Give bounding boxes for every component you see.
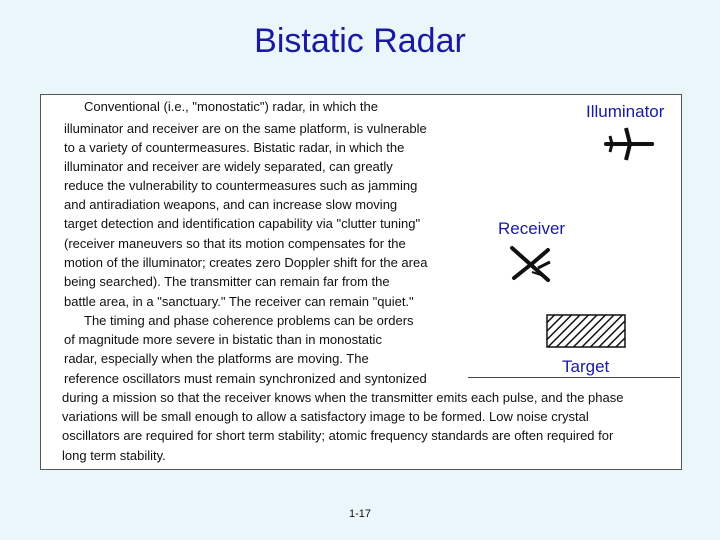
body-line: motion of the illuminator; creates zero Doppler shift for the area — [64, 255, 428, 270]
receiver-label: Receiver — [498, 219, 566, 238]
body-line: target detection and identification capability via "clutter tuning" — [64, 216, 421, 231]
body-line: and antiradiation weapons, and can increase slow moving — [64, 197, 398, 212]
body-line: battle area, in a "sanctuary." The receiver can remain "quiet." — [64, 294, 414, 309]
body-line: The timing and phase coherence problems can be orders — [84, 313, 414, 328]
body-line: reference oscillators must remain synchronized and syntonized — [64, 371, 427, 386]
airplane-icon — [604, 124, 656, 164]
body-line: Conventional (i.e., "monostatic") radar, in which the — [84, 99, 378, 114]
body-line: long term stability. — [62, 448, 166, 463]
body-line: illuminator and receiver are on the same platform, is vulnerable — [64, 121, 427, 136]
illuminator-label: Illuminator — [586, 102, 665, 121]
figure-divider — [468, 377, 680, 378]
target-label: Target — [562, 357, 610, 376]
page-title: Bistatic Radar — [254, 22, 466, 60]
body-line: (receiver maneuvers so that its motion compensates for the — [64, 236, 406, 251]
body-line: reduce the vulnerability to countermeasures such as jamming — [64, 178, 418, 193]
body-line: illuminator and receiver are widely separated, can greatly — [64, 159, 393, 174]
body-line: radar, especially when the platforms are moving. The — [64, 351, 369, 366]
body-line: of magnitude more severe in bistatic than in monostatic — [64, 332, 382, 347]
airplane-icon — [508, 244, 554, 284]
page-number: 1-17 — [348, 508, 372, 520]
body-line: variations will be small enough to allow a satisfactory image to be formed. Low noise crystal — [62, 409, 589, 424]
body-line: during a mission so that the receiver knows when the transmitter emits each pulse, and the phase — [62, 390, 624, 405]
target-block-icon — [546, 314, 626, 348]
body-line: to a variety of countermeasures. Bistatic radar, in which the — [64, 140, 405, 155]
body-line: being searched). The transmitter can remain far from the — [64, 274, 390, 289]
body-line: oscillators are required for short term stability; atomic frequency standards are often required for — [62, 428, 614, 443]
